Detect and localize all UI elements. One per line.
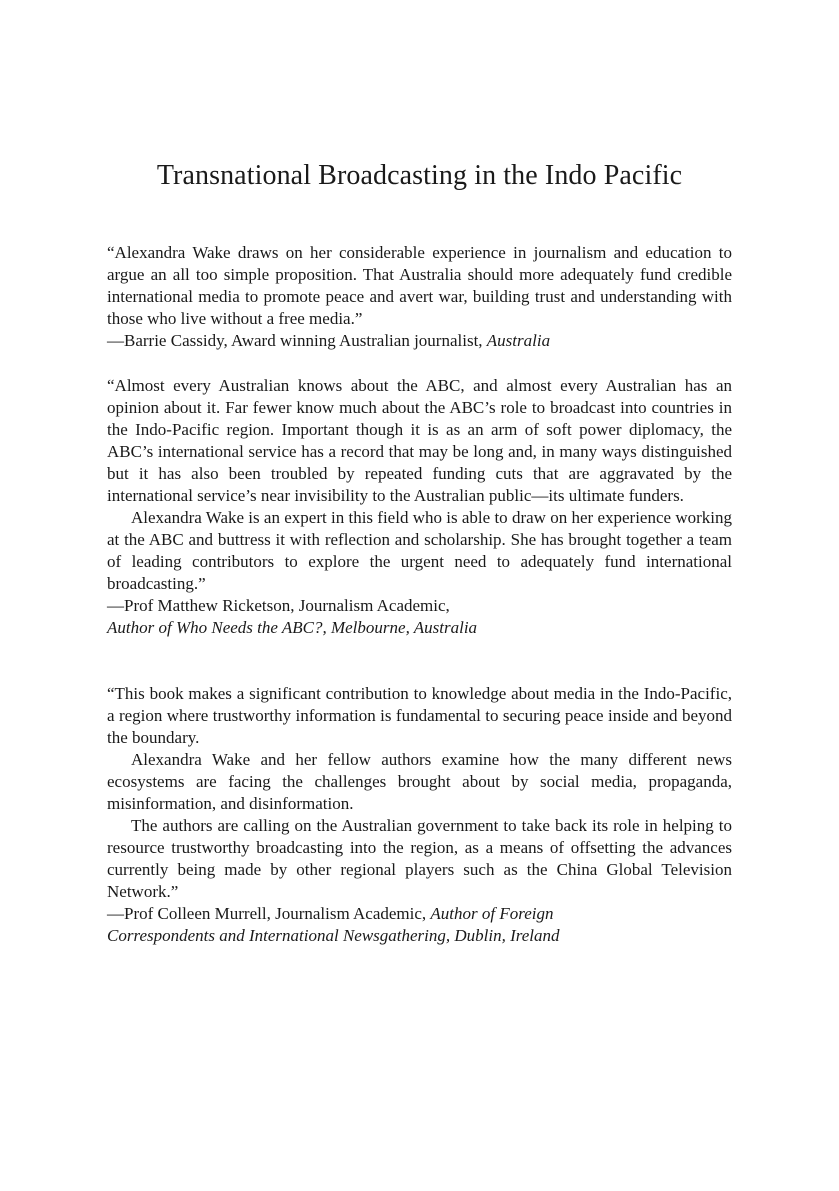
attribution-italic: Correspondents and International Newsgathering, Dublin, Ireland (107, 926, 560, 945)
endorsement-paragraph: “This book makes a significant contribution to knowledge about media in the Indo-Pacific, a region where trustworthy information is fundamental to securing peace inside and beyond the boundary. (107, 684, 732, 747)
endorsement-attribution (107, 330, 732, 352)
endorsement-attribution (107, 617, 732, 639)
endorsement-ricketson (107, 375, 732, 639)
endorsement-cassidy (107, 242, 732, 352)
endorsement-attribution (107, 595, 732, 617)
attribution-italic: Author of Foreign (430, 904, 554, 923)
attribution-text: —Barrie Cassidy, Award winning Australian journalist, (107, 331, 487, 350)
endorsement-paragraph: Alexandra Wake is an expert in this field who is able to draw on her experience working at the ABC and buttress it with reflection and scholarship. She has brought together a team of leading contributors to explore the urgent need to adequately fund international broadcasting.” (107, 508, 732, 593)
attribution-italic: Australia (486, 331, 551, 350)
endorsement-murrell (107, 683, 732, 947)
endorsement-paragraph: The authors are calling on the Australian government to take back its role in helping to resource trustworthy broadcasting into the region, as a means of offsetting the advances currently being made by other regional players such as the China Global Television Network.” (107, 816, 732, 901)
endorsement-paragraph: Alexandra Wake and her fellow authors examine how the many different news ecosystems are facing the challenges brought about by social media, propaganda, misinformation, and disinformation. (107, 750, 732, 813)
endorsement-attribution (107, 925, 732, 947)
attribution-text: —Prof Colleen Murrell, Journalism Academic, (107, 904, 431, 923)
endorsement-paragraph: “Almost every Australian knows about the ABC, and almost every Australian has an opinion about it. Far fewer know much about the ABC’s role to broadcast into countries in the Indo-Pacific region. Important though it is as an arm of soft power diplomacy, the ABC’s international service has a record that may be long and, in many ways distinguished but it has also been troubled by repeated funding cuts that are aggravated by the international service’s near invisibility to the Australian public—its ultimate funders. (107, 376, 732, 505)
endorsement-attribution (107, 903, 732, 925)
book-title: Transnational Broadcasting in the Indo Pacific (156, 160, 683, 191)
attribution-text: —Prof Matthew Ricketson, Journalism Academic, (107, 596, 450, 615)
endorsement-paragraph: “Alexandra Wake draws on her considerable experience in journalism and education to argue an all too simple proposition. That Australia should more adequately fund credible international media to promote peace and avert war, building trust and understanding with those who live without a free media.” (107, 243, 732, 328)
attribution-italic: Author of Who Needs the ABC?, Melbourne, Australia (107, 618, 478, 637)
